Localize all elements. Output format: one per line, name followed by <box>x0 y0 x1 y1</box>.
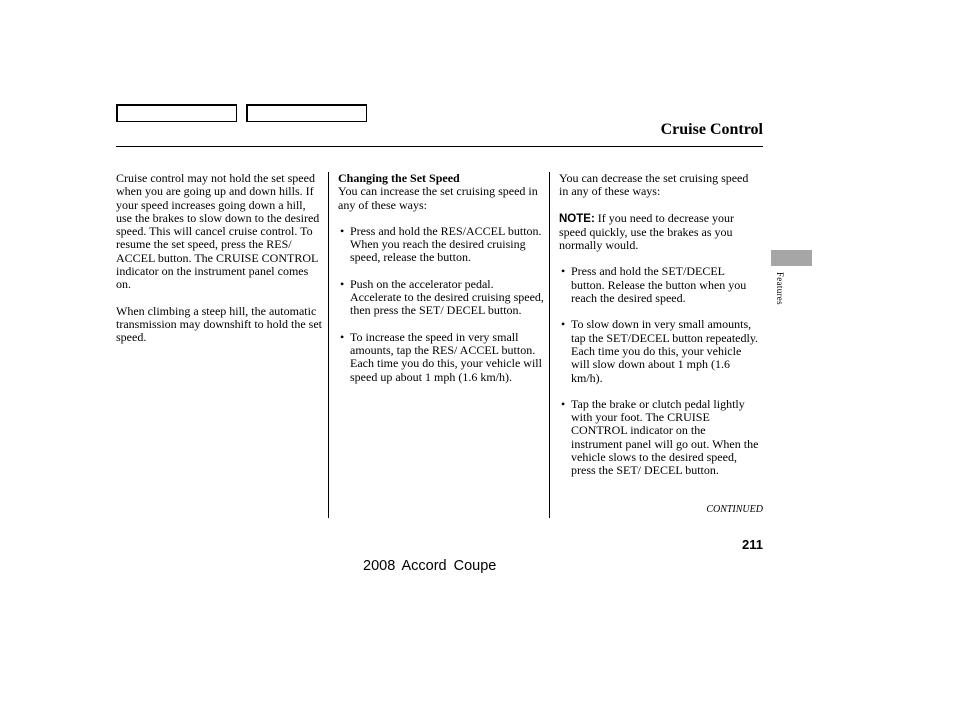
column-1 <box>116 172 322 358</box>
bullet-icon: • <box>340 276 345 291</box>
list-item <box>338 225 544 265</box>
column-2 <box>338 172 544 397</box>
bullet-icon: • <box>561 317 566 332</box>
column-divider <box>328 172 329 518</box>
list-item-text: Push on the accelerator pedal. Accelerate to the desired cruising speed, then press the SET/ DECEL button. <box>350 276 544 318</box>
chapter-tab[interactable] <box>771 250 812 266</box>
bullet-icon: • <box>340 329 345 344</box>
list-item-text: Tap the brake or clutch pedal lightly with your foot. The CRUISE CONTROL indicator on the instrument panel will go out. When the vehicle slows to the desired speed, press the SET/ DECEL button. <box>571 396 759 478</box>
note-label: NOTE: <box>559 212 595 225</box>
bullet-icon: • <box>561 264 566 279</box>
paragraph: When climbing a steep hill, the automatic transmission may downshift to hold the set speed. <box>116 303 322 345</box>
page-title: Cruise Control <box>660 121 763 138</box>
list-item-text: Press and hold the SET/DECEL button. Release the button when you reach the desired speed. <box>571 264 747 306</box>
section-heading: Changing the Set Speed <box>338 171 460 185</box>
bullet-icon: • <box>561 396 566 411</box>
page-number: 211 <box>742 537 763 552</box>
bullet-list <box>338 225 544 384</box>
list-item <box>338 331 544 384</box>
list-item-text: To slow down in very small amounts, tap the SET/DECEL button repeatedly. Each time you do this, your vehicle will slow down about 1 mph (1.6 km/h). <box>571 317 759 385</box>
list-item <box>559 398 759 478</box>
continued-label: CONTINUED <box>706 504 763 515</box>
bullet-list <box>559 265 759 477</box>
chapter-label <box>775 272 787 316</box>
paragraph: Cruise control may not hold the set speed when you are going up and down hills. If your speed increases going down a hill, use the brakes to slow down to the desired speed. This will cancel cruise control. To resume the set speed, press the RES/ ACCEL button. The CRUISE CONTROL indicator on the instrument panel comes on. <box>116 171 320 292</box>
note-text: If you need to decrease your speed quickly, use the brakes as you normally would. <box>559 210 735 253</box>
column-divider <box>549 172 550 518</box>
list-item-text: Press and hold the RES/ACCEL button. When you reach the desired cruising speed, release the button. <box>350 223 542 265</box>
column-3 <box>559 172 759 491</box>
paragraph: You can decrease the set cruising speed in any of these ways: <box>559 171 749 199</box>
chapter-label-text: Features <box>775 272 785 305</box>
footer-model: 2008 Accord Coupe <box>363 558 497 574</box>
list-item-text: To increase the speed in very small amounts, tap the RES/ ACCEL button. Each time you do this, your vehicle will speed up about 1 mph (1.6 km/h). <box>350 329 542 384</box>
list-item <box>338 278 544 318</box>
bullet-icon: • <box>340 223 345 238</box>
nav-button-index[interactable] <box>246 104 367 122</box>
paragraph: You can increase the set cruising speed in any of these ways: <box>338 184 538 212</box>
list-item <box>559 265 759 305</box>
list-item <box>559 318 759 384</box>
note <box>559 212 759 253</box>
nav-button-main-menu[interactable] <box>116 104 237 122</box>
header-rule <box>116 146 763 147</box>
